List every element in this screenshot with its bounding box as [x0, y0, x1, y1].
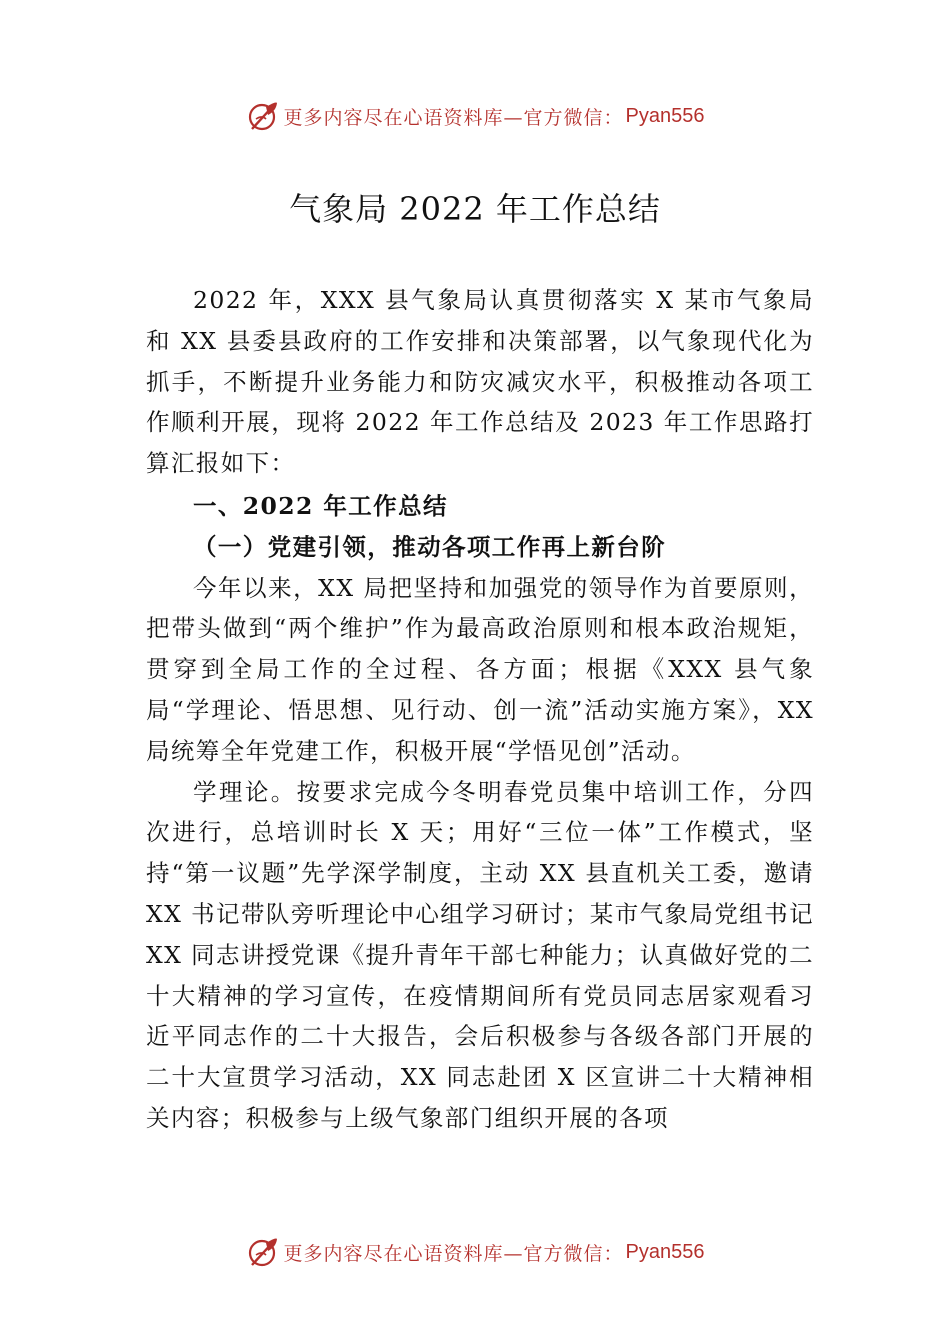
- footer-watermark: [0, 1232, 950, 1272]
- watermark-text: 更多内容尽在心语资料库—官方微信：: [283, 106, 624, 129]
- body-paragraph-2: 学理论。按要求完成今冬明春党员集中培训工作，分四次进行，总培训时长 X 天；用好“三位一体”工作模式，坚持“第一议题”先学深学制度，主动 XX 县直机关工委，邀请 XX 书记带队旁听理论中心组学习研讨；某市气象局党组书记 XX 同志讲授党课《提升青年干部七种能力；认真做好党的二十大精神的学习宣传，在疫情期间所有党员同志居家观看习近平同志作的二十大报告，会后积极参与各级各部门开展的二十大宣贯学习活动，XX 同志赴团 X 区宣讲二十大精神相关内容；积极参与上级气象部门组织开展的各项: [146, 777, 814, 1132]
- subsection-heading: （一）党建引领，推动各项工作再上新台阶: [193, 532, 667, 561]
- document-title: 气象局 2022 年工作总结: [289, 190, 661, 228]
- watermark-wechat-id: Pyan556: [625, 1240, 705, 1263]
- watermark-wechat-id: Pyan556: [625, 104, 705, 127]
- document-body: [146, 280, 814, 1139]
- header-watermark: [0, 96, 950, 136]
- watermark-text: 更多内容尽在心语资料库—官方微信：: [283, 1242, 624, 1265]
- quill-logo-icon: [246, 99, 280, 133]
- intro-paragraph: 2022 年，XXX 县气象局认真贯彻落实 X 某市气象局和 XX 县委县政府的工作安排和决策部署，以气象现代化为抓手，不断提升业务能力和防灾减灾水平，积极推动各项工作顺利开展，现将 2022 年工作总结及 2023 年工作思路打算汇报如下：: [146, 286, 814, 478]
- section-heading: 一、2022 年工作总结: [193, 491, 448, 520]
- quill-logo-icon: [246, 1235, 280, 1269]
- body-paragraph-1: 今年以来，XX 局把坚持和加强党的领导作为首要原则，把带头做到“两个维护”作为最高政治原则和根本政治规矩，贯穿到全局工作的全过程、各方面；根据《XXX 县气象局“学理论、悟思想、见行动、创一流”活动实施方案》，XX 局统筹全年党建工作，积极开展“学悟见创”活动。: [146, 573, 814, 765]
